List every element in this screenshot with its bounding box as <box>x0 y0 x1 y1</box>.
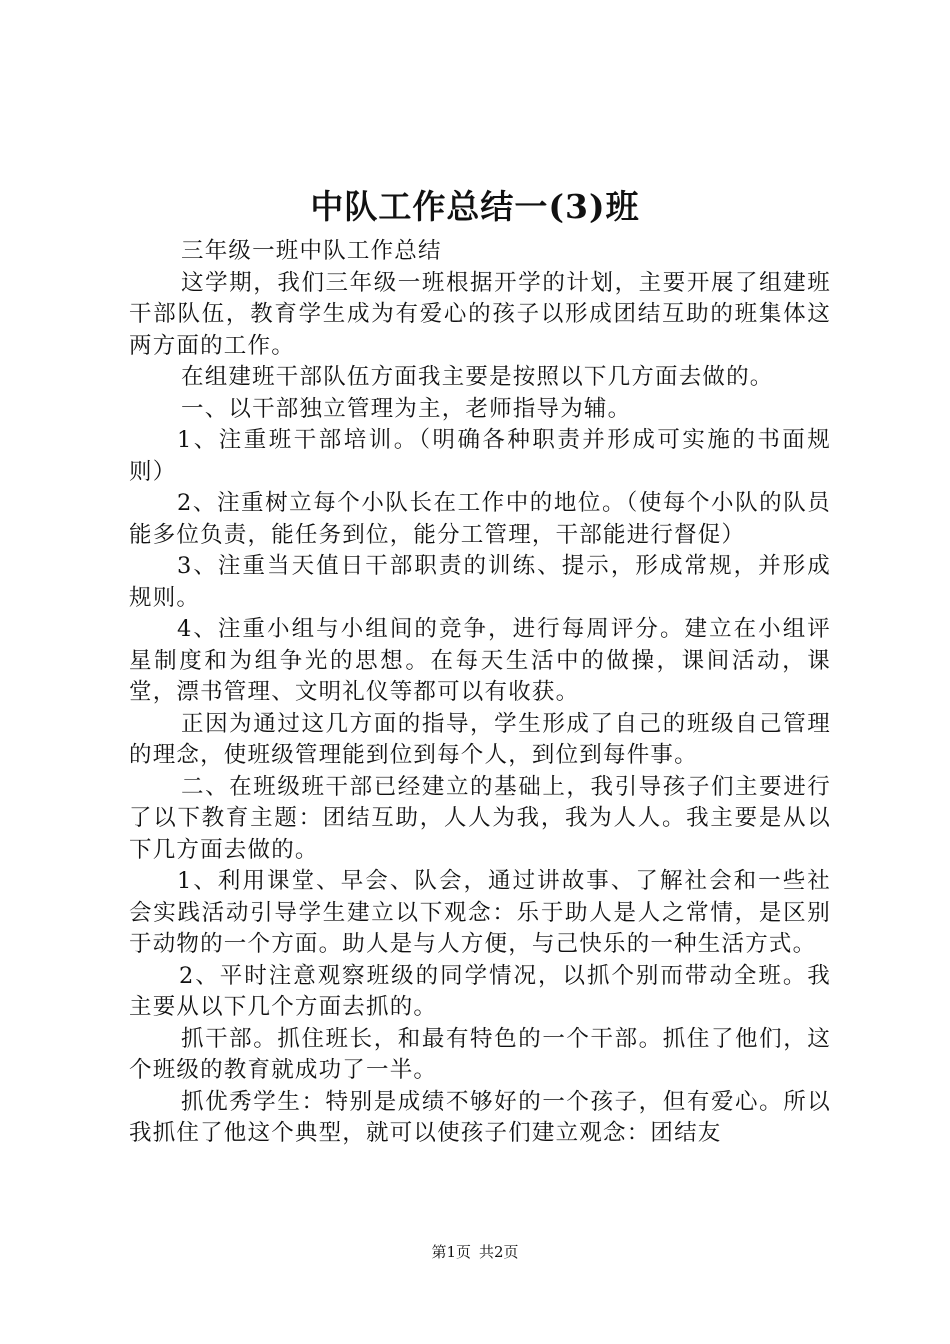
paragraph: 2、注重树立每个小队长在工作中的地位。（使每个小队的队员能多位负责，能任务到位，能分工管理，干部能进行督促） <box>129 490 831 548</box>
paragraph: 3、注重当天值日干部职责的训练、提示，形成常规，并形成规则。 <box>129 553 831 611</box>
paragraph: 在组建班干部队伍方面我主要是按照以下几方面去做的。 <box>181 364 774 390</box>
paragraph-subtitle: 三年级一班中队工作总结 <box>181 238 442 264</box>
page-total: 共2页 <box>479 1243 519 1261</box>
paragraph: 正因为通过这几方面的指导，学生形成了自己的班级自己管理的理念，使班级管理能到位到每个人，到位到每件事。 <box>129 710 831 768</box>
page-title: 中队工作总结一(3)班 <box>310 187 640 226</box>
page-footer <box>0 1242 950 1262</box>
page-number: 第1页 <box>431 1243 471 1261</box>
paragraph: 一、以干部独立管理为主，老师指导为辅。 <box>181 395 632 422</box>
paragraph: 抓干部。抓住班长，和最有特色的一个干部。抓住了他们，这个班级的教育就成功了一半。 <box>129 1025 831 1083</box>
document-body <box>129 236 831 1150</box>
paragraph: 二、在班级班干部已经建立的基础上，我引导孩子们主要进行了以下教育主题：团结互助，人人为我，我为人人。我主要是从以下几方面去做的。 <box>129 773 831 863</box>
paragraph: 1、利用课堂、早会、队会，通过讲故事、了解社会和一些社会实践活动引导学生建立以下观念：乐于助人是人之常情，是区别于动物的一个方面。助人是与人方便，与己快乐的一种生活方式。 <box>129 868 831 957</box>
paragraph: 抓优秀学生：特别是成绩不够好的一个孩子，但有爱心。所以我抓住了他这个典型，就可以使孩子们建立观念：团结友 <box>129 1088 831 1146</box>
paragraph: 这学期，我们三年级一班根据开学的计划，主要开展了组建班干部队伍，教育学生成为有爱心的孩子以形成团结互助的班集体这两方面的工作。 <box>129 269 831 359</box>
paragraph: 2、平时注意观察班级的同学情况，以抓个别而带动全班。我主要从以下几个方面去抓的。 <box>129 962 831 1020</box>
paragraph: 4、注重小组与小组间的竞争，进行每周评分。建立在小组评星制度和为组争光的思想。在每天生活中的做操，课间活动，课堂，漂书管理、文明礼仪等都可以有收获。 <box>129 616 831 705</box>
paragraph: 1、注重班干部培训。（明确各种职责并形成可实施的书面规则） <box>129 427 831 485</box>
